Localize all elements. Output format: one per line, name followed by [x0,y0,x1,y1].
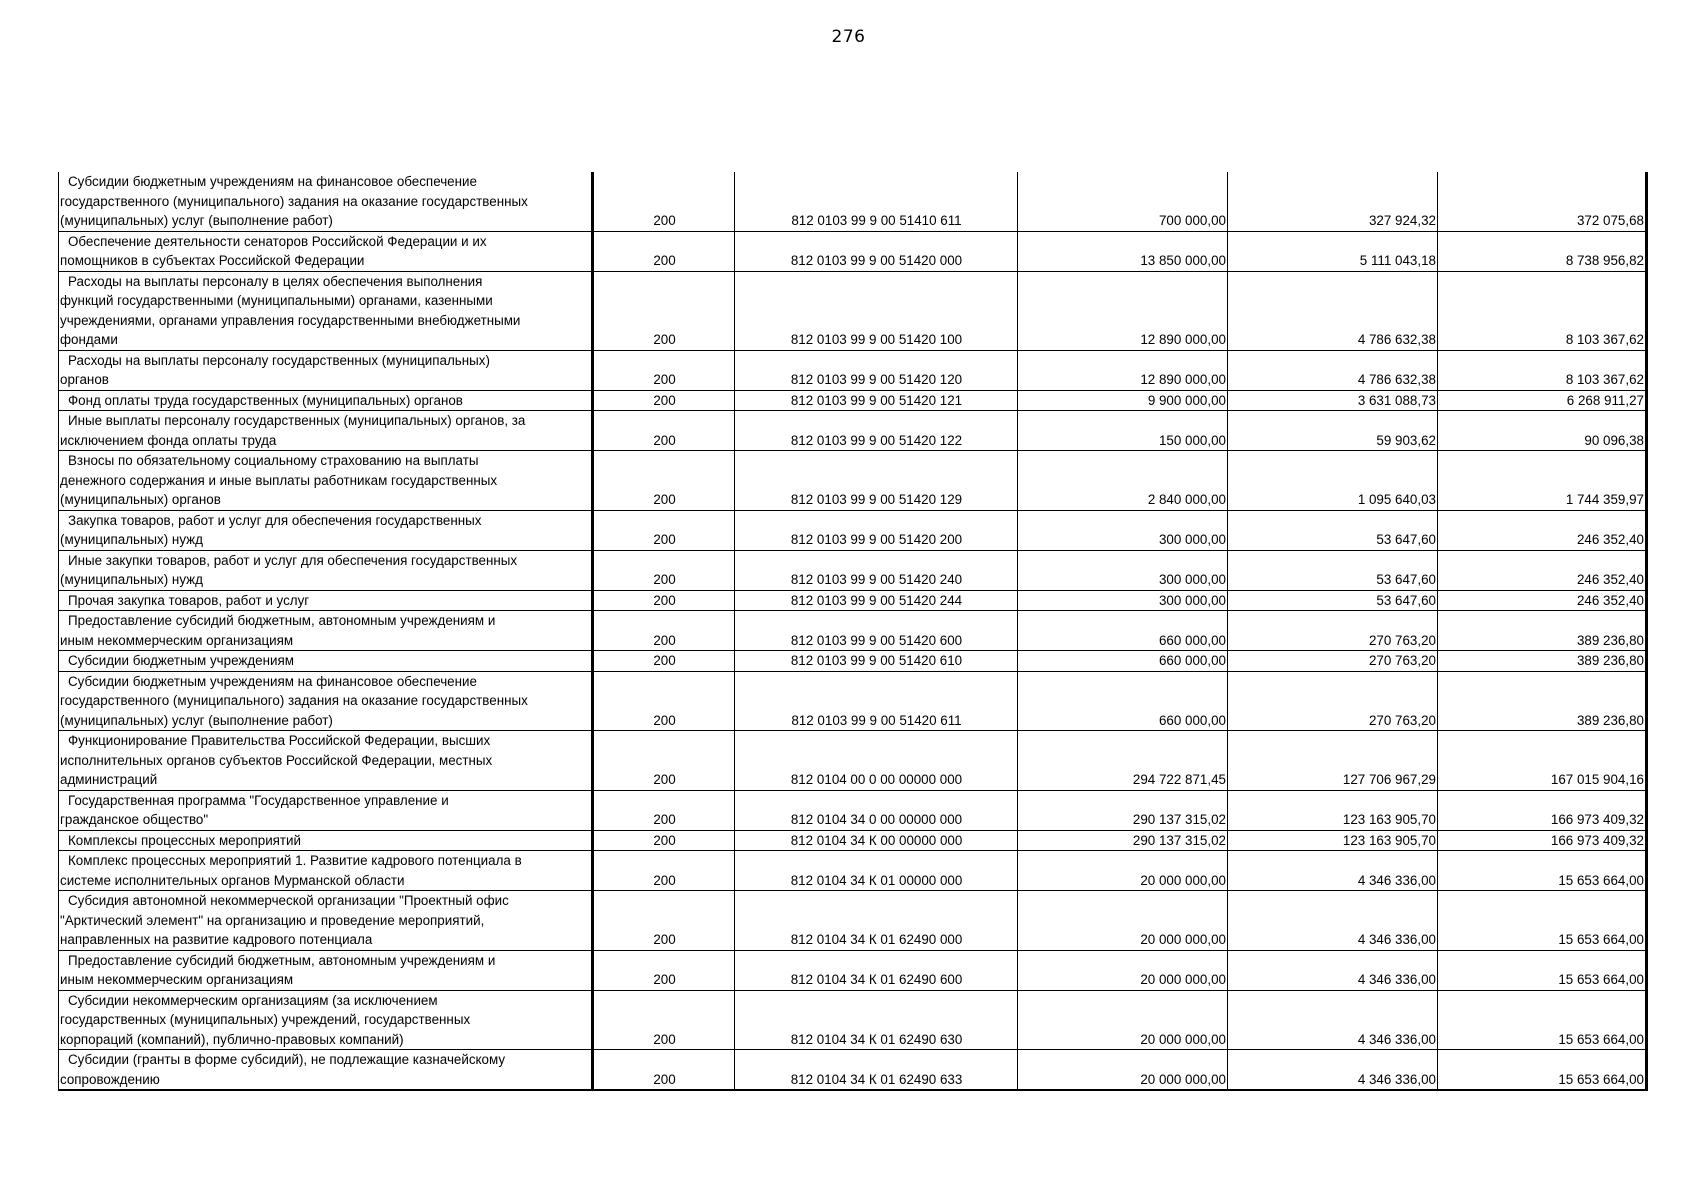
expense-name-line: органов [60,372,109,387]
expense-name-line: системе исполнительных органов Мурманской области [60,872,405,888]
expense-name-line: (муниципальных) нужд [60,532,203,547]
budget-classification-code-cell: 812 0104 34 К 01 62490 600 [735,950,1018,990]
budget-classification-code-cell: 812 0103 99 9 00 51410 611 [735,172,1018,231]
budget-classification-code-cell: 812 0104 34 К 00 00000 000 [735,830,1018,851]
executed-amount-cell: 5 111 043,18 [1228,231,1438,271]
approved-amount-cell: 700 000,00 [1018,172,1228,231]
expense-name-cell [59,451,593,511]
line-code-cell: 200 [593,411,735,451]
approved-amount-cell: 290 137 315,02 [1018,790,1228,830]
unexecuted-amount-cell: 389 236,80 [1438,671,1647,731]
approved-amount-cell: 20 000 000,00 [1018,1050,1228,1091]
budget-classification-code-cell: 812 0104 34 К 01 00000 000 [735,851,1018,891]
approved-amount-cell: 9 900 000,00 [1018,390,1228,411]
expense-name-line: Закупка товаров, работ и услуг для обеспечения государственных [68,512,482,528]
executed-amount-cell: 270 763,20 [1228,671,1438,731]
expense-name-line: денежного содержания и иные выплаты работникам государственных [60,472,498,488]
executed-amount-cell: 270 763,20 [1228,611,1438,651]
expense-name-line: помощников в субъектах Российской Федерации [60,253,365,268]
executed-amount-cell: 59 903,62 [1228,411,1438,451]
budget-classification-code-cell: 812 0103 99 9 00 51420 121 [735,390,1018,411]
budget-classification-code-cell: 812 0104 34 К 01 62490 000 [735,891,1018,951]
budget-classification-code-cell: 812 0103 99 9 00 51420 600 [735,611,1018,651]
approved-amount-cell: 300 000,00 [1018,590,1228,611]
budget-classification-code-cell: 812 0104 34 К 01 62490 630 [735,990,1018,1050]
expense-name-cell [59,990,593,1050]
expense-name-line: Иные выплаты персоналу государственных (муниципальных) органов, за [68,413,526,428]
expense-name-line: (муниципальных) услуг (выполнение работ) [60,213,333,228]
approved-amount-cell: 12 890 000,00 [1018,271,1228,350]
expense-name-line: Государственная программа "Государственное управление и [68,792,449,808]
budget-classification-code-cell: 812 0103 99 9 00 51420 122 [735,411,1018,451]
line-code-cell: 200 [593,1050,735,1091]
unexecuted-amount-cell: 389 236,80 [1438,611,1647,651]
budget-classification-code-cell: 812 0103 99 9 00 51420 244 [735,590,1018,611]
line-code-cell: 200 [593,231,735,271]
executed-amount-cell: 4 346 336,00 [1228,851,1438,891]
expense-name-line: Фонд оплаты труда государственных (муниципальных) органов [68,392,463,408]
budget-classification-code-cell: 812 0103 99 9 00 51420 000 [735,231,1018,271]
executed-amount-cell: 4 346 336,00 [1228,891,1438,951]
expense-name-line: исполнительных органов субъектов Российской Федерации, местных [60,752,493,768]
table-row [59,390,1647,411]
table-row [59,1050,1647,1091]
table-row [59,550,1647,590]
executed-amount-cell: 4 346 336,00 [1228,950,1438,990]
table-body [59,172,1647,1090]
unexecuted-amount-cell: 389 236,80 [1438,651,1647,672]
unexecuted-amount-cell: 1 744 359,97 [1438,451,1647,511]
expense-name-line: государственных (муниципальных) учреждений, государственных [60,1012,471,1027]
unexecuted-amount-cell: 15 653 664,00 [1438,990,1647,1050]
expense-name-line: (муниципальных) органов [60,492,221,507]
approved-amount-cell: 20 000 000,00 [1018,851,1228,891]
expense-name-cell [59,950,593,990]
budget-classification-code-cell: 812 0103 99 9 00 51420 120 [735,350,1018,390]
expense-name-cell [59,1050,593,1091]
expense-name-line: сопровождению [60,1071,160,1087]
unexecuted-amount-cell: 15 653 664,00 [1438,950,1647,990]
table-row [59,271,1647,350]
expense-name-line: Предоставление субсидий бюджетным, автономным учреждениям и [68,952,496,968]
line-code-cell: 200 [593,990,735,1050]
expense-name-cell [59,671,593,731]
expense-name-cell [59,271,593,350]
executed-amount-cell: 53 647,60 [1228,510,1438,550]
expense-name-line: Иные закупки товаров, работ и услуг для обеспечения государственных [68,552,518,568]
executed-amount-cell: 123 163 905,70 [1228,830,1438,851]
expense-name-line: Функционирование Правительства Российской Федерации, высших [68,733,491,748]
expense-name-cell [59,411,593,451]
executed-amount-cell: 4 346 336,00 [1228,1050,1438,1091]
expense-name-line: администраций [60,772,158,787]
executed-amount-cell: 4 786 632,38 [1228,271,1438,350]
executed-amount-cell: 1 095 640,03 [1228,451,1438,511]
line-code-cell: 200 [593,891,735,951]
approved-amount-cell: 294 722 871,45 [1018,731,1228,791]
expense-name-cell [59,611,593,651]
unexecuted-amount-cell: 15 653 664,00 [1438,851,1647,891]
table-row [59,350,1647,390]
table-row [59,830,1647,851]
line-code-cell: 200 [593,271,735,350]
unexecuted-amount-cell: 166 973 409,32 [1438,790,1647,830]
expense-name-line: иным некоммерческим организациям [60,632,294,648]
line-code-cell: 200 [593,590,735,611]
unexecuted-amount-cell: 246 352,40 [1438,550,1647,590]
expense-name-line: Субсидии (гранты в форме субсидий), не подлежащие казначейскому [68,1052,506,1067]
approved-amount-cell: 290 137 315,02 [1018,830,1228,851]
expense-name-line: Субсидии бюджетным учреждениям на финансовое обеспечение [68,174,477,189]
approved-amount-cell: 2 840 000,00 [1018,451,1228,511]
expense-name-cell [59,390,593,411]
expense-name-cell [59,550,593,590]
line-code-cell: 200 [593,550,735,590]
approved-amount-cell: 20 000 000,00 [1018,950,1228,990]
executed-amount-cell: 127 706 967,29 [1228,731,1438,791]
line-code-cell: 200 [593,451,735,511]
page-number: 276 [831,27,866,47]
expense-name-line: Расходы на выплаты персоналу государственных (муниципальных) [68,352,490,368]
expense-name-cell [59,790,593,830]
unexecuted-amount-cell: 8 103 367,62 [1438,350,1647,390]
unexecuted-amount-cell: 167 015 904,16 [1438,731,1647,791]
table-row [59,790,1647,830]
expense-name-line: учреждениями, органами управления государственными внебюджетными [60,312,521,328]
line-code-cell: 200 [593,830,735,851]
expense-name-line: функций государственными (муниципальными) органами, казенными [60,293,493,308]
approved-amount-cell: 150 000,00 [1018,411,1228,451]
unexecuted-amount-cell: 246 352,40 [1438,590,1647,611]
table-row [59,172,1647,231]
budget-classification-code-cell: 812 0104 34 0 00 00000 000 [735,790,1018,830]
line-code-cell: 200 [593,950,735,990]
table-row [59,651,1647,672]
expense-name-line: Расходы на выплаты персоналу в целях обеспечения выполнения [68,273,483,289]
approved-amount-cell: 660 000,00 [1018,611,1228,651]
expense-name-cell [59,731,593,791]
expense-name-line: (муниципальных) услуг (выполнение работ) [60,712,333,728]
expense-name-line: Обеспечение деятельности сенаторов Российской Федерации и их [68,233,487,249]
budget-execution-table [58,172,1648,1091]
table-row [59,611,1647,651]
approved-amount-cell: 300 000,00 [1018,510,1228,550]
expense-name-cell [59,350,593,390]
budget-classification-code-cell: 812 0103 99 9 00 51420 100 [735,271,1018,350]
unexecuted-amount-cell: 15 653 664,00 [1438,1050,1647,1091]
budget-classification-code-cell: 812 0104 00 0 00 00000 000 [735,731,1018,791]
expense-name-line: иным некоммерческим организациям [60,972,294,987]
table-row [59,851,1647,891]
approved-amount-cell: 660 000,00 [1018,651,1228,672]
line-code-cell: 200 [593,611,735,651]
approved-amount-cell: 20 000 000,00 [1018,990,1228,1050]
approved-amount-cell: 300 000,00 [1018,550,1228,590]
expense-name-cell [59,891,593,951]
line-code-cell: 200 [593,350,735,390]
expense-name-cell [59,830,593,851]
line-code-cell: 200 [593,651,735,672]
expense-name-line: (муниципальных) нужд [60,572,203,587]
budget-classification-code-cell: 812 0103 99 9 00 51420 200 [735,510,1018,550]
expense-name-line: Взносы по обязательному социальному страхованию на выплаты [68,453,479,468]
budget-classification-code-cell: 812 0103 99 9 00 51420 129 [735,451,1018,511]
expense-name-cell [59,510,593,550]
line-code-cell: 200 [593,851,735,891]
line-code-cell: 200 [593,390,735,411]
line-code-cell: 200 [593,731,735,791]
table-row [59,510,1647,550]
expense-name-line: Комплексы процессных мероприятий [68,832,302,848]
line-code-cell: 200 [593,671,735,731]
expense-name-cell [59,172,593,231]
executed-amount-cell: 4 346 336,00 [1228,990,1438,1050]
table-row [59,990,1647,1050]
expense-name-line: корпораций (компаний), публично-правовых компаний) [60,1031,404,1047]
table-row [59,451,1647,511]
expense-name-line: Предоставление субсидий бюджетным, автономным учреждениям и [68,613,496,628]
expense-name-cell [59,590,593,611]
expense-name-line: Субсидии бюджетным учреждениям [68,653,294,668]
expense-name-line: исключением фонда оплаты труда [60,432,277,448]
table-row [59,671,1647,731]
executed-amount-cell: 3 631 088,73 [1228,390,1438,411]
expense-name-line: государственного (муниципального) задания на оказание государственных [60,693,528,708]
unexecuted-amount-cell: 372 075,68 [1438,172,1647,231]
table-row [59,411,1647,451]
expense-name-cell [59,651,593,672]
budget-classification-code-cell: 812 0104 34 К 01 62490 633 [735,1050,1018,1091]
expense-name-line: фондами [60,332,118,347]
executed-amount-cell: 123 163 905,70 [1228,790,1438,830]
unexecuted-amount-cell: 166 973 409,32 [1438,830,1647,851]
unexecuted-amount-cell: 8 738 956,82 [1438,231,1647,271]
approved-amount-cell: 12 890 000,00 [1018,350,1228,390]
table-row [59,231,1647,271]
executed-amount-cell: 4 786 632,38 [1228,350,1438,390]
approved-amount-cell: 13 850 000,00 [1018,231,1228,271]
line-code-cell: 200 [593,790,735,830]
expense-name-line: Субсидии бюджетным учреждениям на финансовое обеспечение [68,673,477,689]
budget-classification-code-cell: 812 0103 99 9 00 51420 610 [735,651,1018,672]
expense-name-line: Субсидия автономной некоммерческой организации "Проектный офис [68,893,509,908]
executed-amount-cell: 53 647,60 [1228,590,1438,611]
expense-name-line: Комплекс процессных мероприятий 1. Развитие кадрового потенциала в [68,853,522,868]
expense-name-line: Субсидии некоммерческим организациям (за исключением [68,992,438,1008]
expense-name-line: гражданское общество" [60,812,209,827]
unexecuted-amount-cell: 6 268 911,27 [1438,390,1647,411]
expense-name-line: "Арктический элемент" на организацию и проведение мероприятий, [60,912,485,928]
line-code-cell: 200 [593,172,735,231]
executed-amount-cell: 53 647,60 [1228,550,1438,590]
table-row [59,950,1647,990]
approved-amount-cell: 660 000,00 [1018,671,1228,731]
approved-amount-cell: 20 000 000,00 [1018,891,1228,951]
executed-amount-cell: 270 763,20 [1228,651,1438,672]
unexecuted-amount-cell: 8 103 367,62 [1438,271,1647,350]
unexecuted-amount-cell: 246 352,40 [1438,510,1647,550]
unexecuted-amount-cell: 15 653 664,00 [1438,891,1647,951]
table-row [59,891,1647,951]
expense-name-line: государственного (муниципального) задания на оказание государственных [60,193,528,209]
expense-name-cell [59,231,593,271]
line-code-cell: 200 [593,510,735,550]
table-row [59,731,1647,791]
executed-amount-cell: 327 924,32 [1228,172,1438,231]
budget-classification-code-cell: 812 0103 99 9 00 51420 611 [735,671,1018,731]
expense-name-line: направленных на развитие кадрового потенциала [60,932,373,947]
expense-name-cell [59,851,593,891]
unexecuted-amount-cell: 90 096,38 [1438,411,1647,451]
budget-classification-code-cell: 812 0103 99 9 00 51420 240 [735,550,1018,590]
expense-name-line: Прочая закупка товаров, работ и услуг [68,592,310,608]
table-row [59,590,1647,611]
